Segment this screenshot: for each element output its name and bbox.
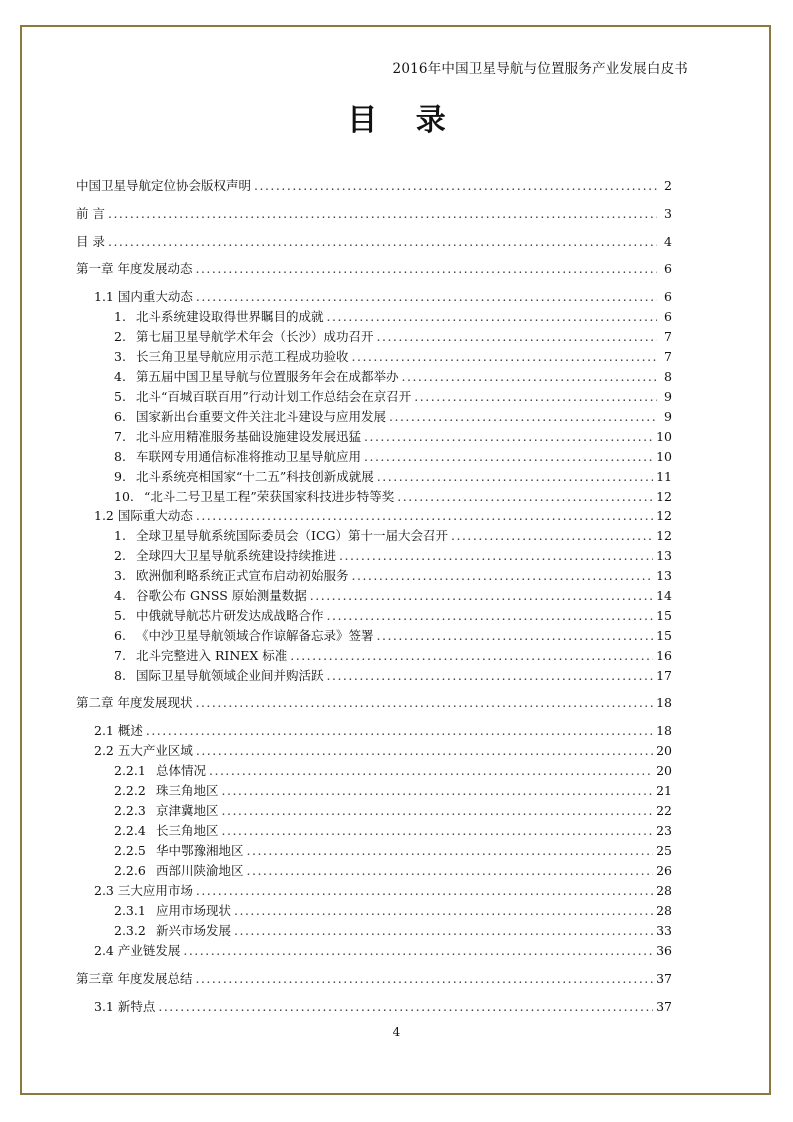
toc-entry-chapter-1[interactable]: 第一章 年度发展动态 ..... 6: [76, 261, 672, 277]
toc-entry[interactable]: 5. 北斗“百城百联百用”行动计划工作总结会在京召开 ..... 9: [76, 389, 672, 405]
toc-entry[interactable]: 8. 车联网专用通信标准将推动卫星导航应用 ..... 10: [76, 449, 672, 465]
toc-entry[interactable]: 2. 第七届卫星导航学术年会（长沙）成功召开 ..... 7: [76, 329, 672, 345]
toc-entry[interactable]: 6. 《中沙卫星导航领域合作谅解备忘录》签署 ..... 15: [76, 628, 672, 644]
page-title: 目 录: [347, 103, 460, 138]
toc-entry[interactable]: 2.2.4 长三角地区 ..... 23: [76, 823, 672, 839]
toc-entry-section-3-1[interactable]: 3.1 新特点 ..... 37: [76, 999, 672, 1015]
toc-entry[interactable]: 3. 长三角卫星导航应用示范工程成功验收 ..... 7: [76, 349, 672, 365]
toc-entry[interactable]: 1. 全球卫星导航系统国际委员会（ICG）第十一届大会召开 ..... 12: [76, 528, 672, 544]
toc-entry[interactable]: 2.3.1 应用市场现状 ..... 28: [76, 903, 672, 919]
toc-entry[interactable]: 2.3.2 新兴市场发展 ..... 33: [76, 923, 672, 939]
toc-entry[interactable]: 3. 欧洲伽利略系统正式宣布启动初始服务 ..... 13: [76, 568, 672, 584]
toc-entry-section-1-1[interactable]: 1.1 国内重大动态 ..... 6: [76, 289, 672, 305]
toc-entry-section-2-1[interactable]: 2.1 概述 ..... 18: [76, 723, 672, 739]
toc-entry[interactable]: 9. 北斗系统亮相国家“十二五”科技创新成就展 ..... 11: [76, 469, 672, 485]
toc-entry-copyright[interactable]: 中国卫星导航定位协会版权声明 ..... 2: [76, 178, 672, 194]
toc-entry-section-1-2[interactable]: 1.2 国际重大动态 ..... 12: [76, 508, 672, 524]
toc-entry[interactable]: 6. 国家新出台重要文件关注北斗建设与应用发展 ..... 9: [76, 409, 672, 425]
toc-entry[interactable]: 4. 第五届中国卫星导航与位置服务年会在成都举办 ..... 8: [76, 369, 672, 385]
toc-entry[interactable]: 2. 全球四大卫星导航系统建设持续推进 ..... 13: [76, 548, 672, 564]
toc-entry[interactable]: 2.2.3 京津冀地区 ..... 22: [76, 803, 672, 819]
toc-entry[interactable]: 1. 北斗系统建设取得世界瞩目的成就 ..... 6: [76, 309, 672, 325]
toc-entry-section-2-3[interactable]: 2.3 三大应用市场 ..... 28: [76, 883, 672, 899]
toc-entry[interactable]: 8. 国际卫星导航领域企业间并购活跃 ..... 17: [76, 668, 672, 684]
page-number: 4: [392, 1025, 401, 1039]
toc-entry-section-2-4[interactable]: 2.4 产业链发展 ..... 36: [76, 943, 672, 959]
toc-entry-contents[interactable]: 目 录 ..... 4: [76, 234, 672, 250]
toc-entry[interactable]: 2.2.6 西部川陕渝地区 ..... 26: [76, 863, 672, 879]
toc-entry-chapter-2[interactable]: 第二章 年度发展现状 ..... 18: [76, 695, 672, 711]
toc-entry[interactable]: 2.2.1 总体情况 ..... 20: [76, 763, 672, 779]
toc-entry[interactable]: 5. 中俄就导航芯片研发达成战略合作 ..... 15: [76, 608, 672, 624]
toc-entry[interactable]: 7. 北斗完整进入 RINEX 标准 ..... 16: [76, 648, 672, 664]
toc-entry[interactable]: 4. 谷歌公布 GNSS 原始测量数据 ..... 14: [76, 588, 672, 604]
toc-entry[interactable]: 2.2.2 珠三角地区 ..... 21: [76, 783, 672, 799]
toc-entry[interactable]: 2.2.5 华中鄂豫湘地区 ..... 25: [76, 843, 672, 859]
toc-entry-preface[interactable]: 前 言 ..... 3: [76, 206, 672, 222]
toc-entry[interactable]: 7. 北斗应用精准服务基础设施建设发展迅猛 ..... 10: [76, 429, 672, 445]
toc-entry-chapter-3[interactable]: 第三章 年度发展总结 ..... 37: [76, 971, 672, 987]
toc-entry[interactable]: 10. “北斗二号卫星工程”荣获国家科技进步特等奖 ..... 12: [76, 489, 672, 505]
running-header: 2016年中国卫星导航与位置服务产业发展白皮书: [392, 61, 688, 77]
toc-entry-section-2-2[interactable]: 2.2 五大产业区域 ..... 20: [76, 743, 672, 759]
